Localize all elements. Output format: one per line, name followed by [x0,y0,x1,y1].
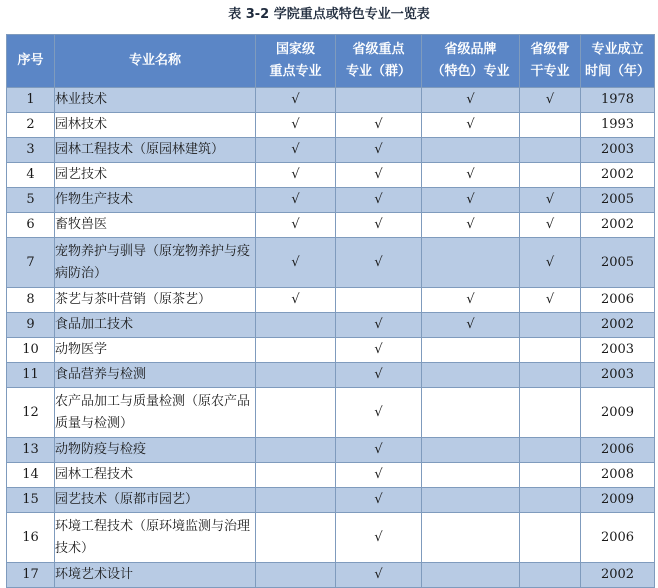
table-row [7,288,655,313]
provincial-backbone-mark [520,463,581,488]
provincial-backbone-mark [520,338,581,363]
major-name: 动物防疫与检疫 [55,438,256,463]
provincial-brand-mark: √ [422,163,520,188]
provincial-brand-mark [422,463,520,488]
established-year: 2006 [581,288,655,313]
established-year: 2002 [581,213,655,238]
provincial-brand-mark: √ [422,88,520,113]
header-name: 专业名称 [55,35,256,88]
established-year: 2002 [581,563,655,588]
table-row [7,163,655,188]
table-row [7,188,655,213]
major-name: 园艺技术（原都市园艺） [55,488,256,513]
provincial-brand-mark: √ [422,288,520,313]
national-key-mark: √ [256,163,336,188]
provincial-key-mark [336,88,422,113]
established-year: 2002 [581,163,655,188]
row-number: 13 [7,438,55,463]
provincial-key-mark: √ [336,313,422,338]
provincial-backbone-mark: √ [520,288,581,313]
table-row [7,463,655,488]
table-row [7,88,655,113]
established-year: 2005 [581,188,655,213]
row-number: 6 [7,213,55,238]
provincial-key-mark: √ [336,188,422,213]
national-key-mark: √ [256,138,336,163]
header-brand: 省级品牌 （特色）专业 [422,35,520,88]
table-row [7,313,655,338]
row-number: 2 [7,113,55,138]
established-year: 2006 [581,513,655,563]
provincial-backbone-mark [520,163,581,188]
provincial-backbone-mark [520,313,581,338]
provincial-brand-mark [422,138,520,163]
table-row [7,513,655,563]
established-year: 2008 [581,463,655,488]
major-name: 茶艺与茶叶营销（原茶艺） [55,288,256,313]
table-row [7,388,655,438]
national-key-mark [256,363,336,388]
provincial-key-mark: √ [336,388,422,438]
row-number: 1 [7,88,55,113]
established-year: 2006 [581,438,655,463]
national-key-mark: √ [256,288,336,313]
row-number: 12 [7,388,55,438]
row-number: 17 [7,563,55,588]
row-number: 3 [7,138,55,163]
provincial-key-mark: √ [336,463,422,488]
provincial-key-mark: √ [336,563,422,588]
established-year: 2005 [581,238,655,288]
header-no: 序号 [7,35,55,88]
provincial-brand-mark [422,513,520,563]
major-name: 园林工程技术（原园林建筑） [55,138,256,163]
provincial-backbone-mark [520,563,581,588]
provincial-brand-mark [422,238,520,288]
provincial-backbone-mark [520,438,581,463]
major-name: 宠物养护与驯导（原宠物养护与疫病防治） [55,238,256,288]
established-year: 1978 [581,88,655,113]
established-year: 2002 [581,313,655,338]
provincial-key-mark: √ [336,488,422,513]
table-row [7,438,655,463]
provincial-brand-mark: √ [422,213,520,238]
row-number: 8 [7,288,55,313]
national-key-mark: √ [256,238,336,288]
header-provincial: 省级重点 专业（群） [336,35,422,88]
provincial-brand-mark: √ [422,313,520,338]
row-number: 9 [7,313,55,338]
row-number: 7 [7,238,55,288]
header-backbone: 省级骨 干专业 [520,35,581,88]
provincial-key-mark: √ [336,113,422,138]
provincial-backbone-mark [520,388,581,438]
provincial-backbone-mark: √ [520,188,581,213]
row-number: 14 [7,463,55,488]
national-key-mark: √ [256,113,336,138]
major-name: 动物医学 [55,338,256,363]
provincial-backbone-mark [520,138,581,163]
provincial-backbone-mark [520,363,581,388]
provincial-key-mark: √ [336,363,422,388]
provincial-key-mark [336,288,422,313]
header-national: 国家级 重点专业 [256,35,336,88]
major-name: 环境工程技术（原环境监测与治理技术） [55,513,256,563]
major-name: 作物生产技术 [55,188,256,213]
row-number: 4 [7,163,55,188]
provincial-brand-mark [422,563,520,588]
provincial-key-mark: √ [336,163,422,188]
provincial-backbone-mark [520,113,581,138]
provincial-backbone-mark [520,513,581,563]
major-name: 园林技术 [55,113,256,138]
row-number: 15 [7,488,55,513]
national-key-mark: √ [256,88,336,113]
major-name: 食品营养与检测 [55,363,256,388]
provincial-brand-mark [422,338,520,363]
row-number: 11 [7,363,55,388]
provincial-brand-mark: √ [422,113,520,138]
table-row [7,113,655,138]
provincial-brand-mark [422,388,520,438]
table-row [7,213,655,238]
provincial-backbone-mark: √ [520,213,581,238]
provincial-key-mark: √ [336,338,422,363]
major-name: 园林工程技术 [55,463,256,488]
majors-table [6,34,655,588]
provincial-brand-mark [422,488,520,513]
provincial-backbone-mark [520,488,581,513]
header-row [7,35,655,88]
established-year: 2003 [581,363,655,388]
national-key-mark [256,338,336,363]
established-year: 2009 [581,488,655,513]
provincial-backbone-mark: √ [520,88,581,113]
provincial-brand-mark: √ [422,188,520,213]
provincial-key-mark: √ [336,438,422,463]
national-key-mark [256,513,336,563]
national-key-mark [256,463,336,488]
major-name: 畜牧兽医 [55,213,256,238]
provincial-key-mark: √ [336,513,422,563]
table-row [7,488,655,513]
table-row [7,238,655,288]
established-year: 1993 [581,113,655,138]
provincial-key-mark: √ [336,213,422,238]
provincial-key-mark: √ [336,138,422,163]
national-key-mark [256,438,336,463]
national-key-mark [256,563,336,588]
established-year: 2003 [581,338,655,363]
provincial-key-mark: √ [336,238,422,288]
provincial-brand-mark [422,438,520,463]
major-name: 食品加工技术 [55,313,256,338]
national-key-mark [256,488,336,513]
table-row [7,363,655,388]
national-key-mark: √ [256,213,336,238]
established-year: 2009 [581,388,655,438]
major-name: 园艺技术 [55,163,256,188]
table-row [7,138,655,163]
national-key-mark [256,388,336,438]
table-caption: 表 3-2 学院重点或特色专业一览表 [228,7,430,22]
table-row [7,563,655,588]
major-name: 林业技术 [55,88,256,113]
provincial-brand-mark [422,363,520,388]
major-name: 农产品加工与质量检测（原农产品质量与检测） [55,388,256,438]
row-number: 10 [7,338,55,363]
national-key-mark [256,313,336,338]
row-number: 5 [7,188,55,213]
row-number: 16 [7,513,55,563]
table-row [7,338,655,363]
header-year: 专业成立 时间（年） [581,35,655,88]
provincial-backbone-mark: √ [520,238,581,288]
national-key-mark: √ [256,188,336,213]
major-name: 环境艺术设计 [55,563,256,588]
established-year: 2003 [581,138,655,163]
